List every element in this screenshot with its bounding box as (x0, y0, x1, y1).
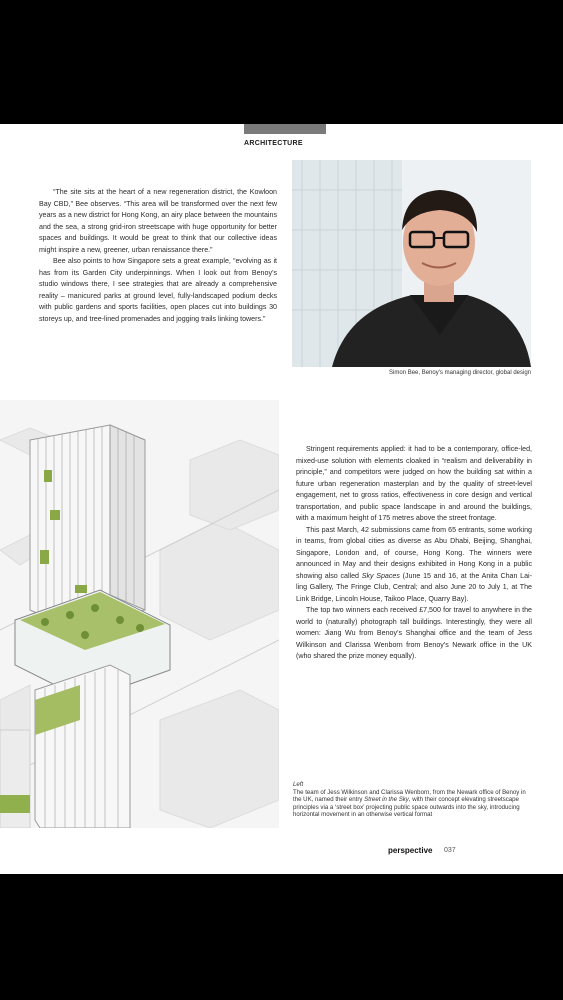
section-bar (244, 124, 326, 134)
magazine-page (0, 124, 563, 874)
tower-render (0, 400, 279, 828)
image-caption: Left The team of Jess Wilkinson and Clarissa Wenborn, from the Newark office of Benoy in the UK, named their entry Street in the Sky, with their concept elevating streetscape principles via a ‘street box’ projecting public space outwards into the sky, introducing horizontal movement in an otherwise vertical format (293, 781, 533, 819)
body-paragraph: The top two winners each received £7,500 for travel to anywhere in the world to (naturally) photograph tall buildings. Interestingly, they were all women: Jiang Wu from Benoy’s Shanghai office and the team of Jess Wilkinson and Clarissa Wenborn from Benoy’s Newark office in the UK (who shared the prize money equally). (296, 606, 532, 660)
intro-paragraph: “The site sits at the heart of a new regeneration district, the Kowloon Bay CBD,” Bee observes. “This area will be transformed over the next few years as a new district for Hong Kong, an airy place between the mountains and the sea, a strong grid-iron streetscape with huge opportunity for better spaces and buildings. It would be great to think that our collective ideas might inspire a new, greener, urban renaissance there.” (39, 188, 277, 254)
section-label: ARCHITECTURE (244, 140, 303, 147)
magazine-brand: perspective (388, 846, 433, 855)
body-paragraph: This past March, 42 submissions came from 65 entrants, some working in teams, from global cities as diverse as Abu Dhabi, Beijing, Shanghai, Singapore, London and, of course, Hong Kong. The winners were announced in May and their designs exhibited in Hong Kong in a public showing also called Sky Spaces (June 15 and 16, at the Anita Chan Lai-ling Gallery, The Fringe Club, Central; and also June 20 to July 1, at The Link Bridge, Lincoln House, Taikoo Place, Quarry Bay). (296, 525, 532, 603)
intro-paragraph: Bee also points to how Singapore sets a great example, “evolving as it has from its Garden City underpinnings. When I look out from Benoy’s studio windows there, I see strategies that are already a comprehensive reality – manicured parks at ground level, fully-landscaped podium decks with public gardens and sports facilities, open places cut into buildings 30 storeys up, and tree-lined promenades and jogging trails linking towers.” (39, 257, 277, 323)
portrait-illustration (292, 160, 531, 367)
portrait-caption: Simon Bee, Benoy’s managing director, global design (389, 370, 531, 376)
page-number: 037 (444, 847, 456, 854)
main-column (296, 444, 532, 663)
body-paragraph: Stringent requirements applied: it had to be a contemporary, office-led, mixed-use solution with elements cloaked in “realism and deliverability in principle,” and competitors were judged on how the building sat within a future urban regeneration masterplan and by the quality of street-level engagement, net to gross ratios, effectiveness in core design and vertical transportation, and public space landscape in and around the buildings, with a maximum height of 175 metres above the street frontage. (296, 445, 532, 522)
tower-illustration (0, 400, 279, 828)
intro-column (39, 187, 277, 325)
portrait-photo (292, 160, 531, 367)
caption-label: Left (293, 781, 304, 788)
